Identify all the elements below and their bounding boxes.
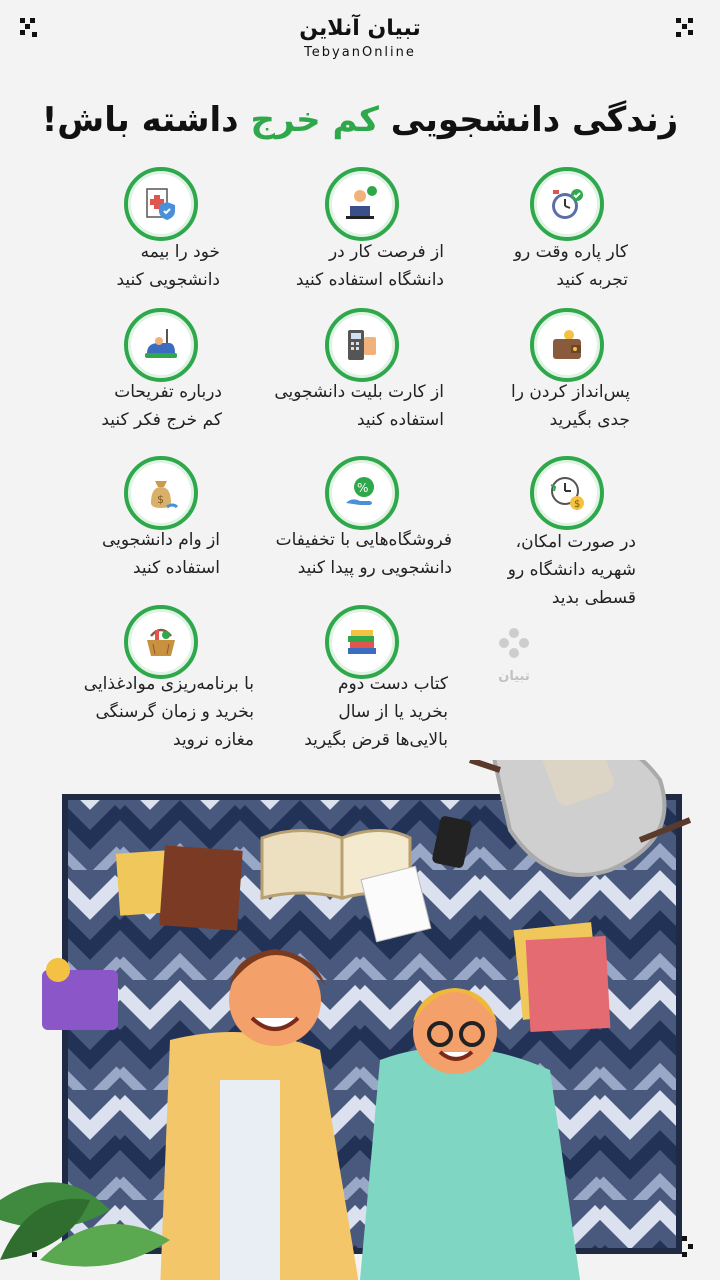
tip-line: پس‌انداز کردن را [511,382,630,402]
tip-line: کتاب دست دوم [337,674,448,694]
page-title [0,92,720,148]
clock-money-icon [530,456,604,530]
tip-line: در صورت امکان، [515,532,636,552]
svg-text:$: $ [157,493,164,506]
tip-line: مغازه نروید [173,730,254,750]
watermark-logo-icon [494,625,534,665]
tip-text [282,670,448,754]
tip-text [498,378,630,434]
tip-line: کم خرج فکر کنید [101,410,222,430]
tip-line: فروشگاه‌هایی با تخفیفات [275,530,452,550]
tip-line: بخرید یا از سال [338,702,448,722]
tip-line: دانشجویی کنید [116,270,220,290]
tip-text [268,238,444,294]
laptop-worker-icon [325,167,399,241]
bumper-car-icon [124,308,198,382]
tip-line: خود را بیمه [140,242,220,262]
tip-line: بالایی‌ها قرض بگیرید [304,730,448,750]
title-part-1: زندگی دانشجویی [390,100,679,140]
wallet-coin-icon [530,308,604,382]
title-part-3: داشته باش! [41,100,239,140]
tip-text [466,528,636,612]
tip-line: قسطی بدید [551,588,636,608]
discount-hand-icon [325,456,399,530]
svg-text:%: % [357,481,369,495]
tip-line: شهریه دانشگاه رو [507,560,636,580]
tip-text [498,238,628,294]
svg-text:$: $ [574,499,581,510]
logo-english: TebyanOnline [304,45,416,60]
tip-line: دانشگاه استفاده کنید [295,270,444,290]
tip-line: استفاده کنید [132,558,220,578]
grocery-basket-icon [124,605,198,679]
tebyan-watermark [486,625,542,684]
logo-persian: تبیان آنلاین [299,16,421,41]
tip-text [92,238,220,294]
tip-line: جدی بگیرید [549,410,630,430]
money-bag-icon [124,456,198,530]
tip-line: تجربه کنید [556,270,628,290]
tip-text [270,378,444,434]
brand-logo [0,14,720,62]
tip-text [94,526,220,582]
tip-line: با برنامه‌ریزی موادغذایی [83,674,254,694]
tip-line: درباره تفریحات [114,382,222,402]
tip-text [64,670,254,754]
tip-line: کار پاره وقت رو [513,242,628,262]
tip-line: از وام دانشجویی [101,530,220,550]
insurance-document-icon [124,167,198,241]
tip-text [266,526,452,582]
tip-line: دانشجویی رو پیدا کنید [297,558,452,578]
tip-line: بخرید و زمان گرسنگی [95,702,254,722]
ticket-card-icon [325,308,399,382]
tip-text [92,378,222,434]
title-part-2: کم خرج [250,100,379,140]
watermark-text: تبیان [498,669,530,684]
alarm-clock-icon [530,167,604,241]
tip-line: استفاده کنید [356,410,444,430]
tip-line: از کارت بلیت دانشجویی [274,382,444,402]
students-illustration [0,760,720,1280]
books-stack-icon [325,605,399,679]
tip-line: از فرصت کار در [328,242,444,262]
